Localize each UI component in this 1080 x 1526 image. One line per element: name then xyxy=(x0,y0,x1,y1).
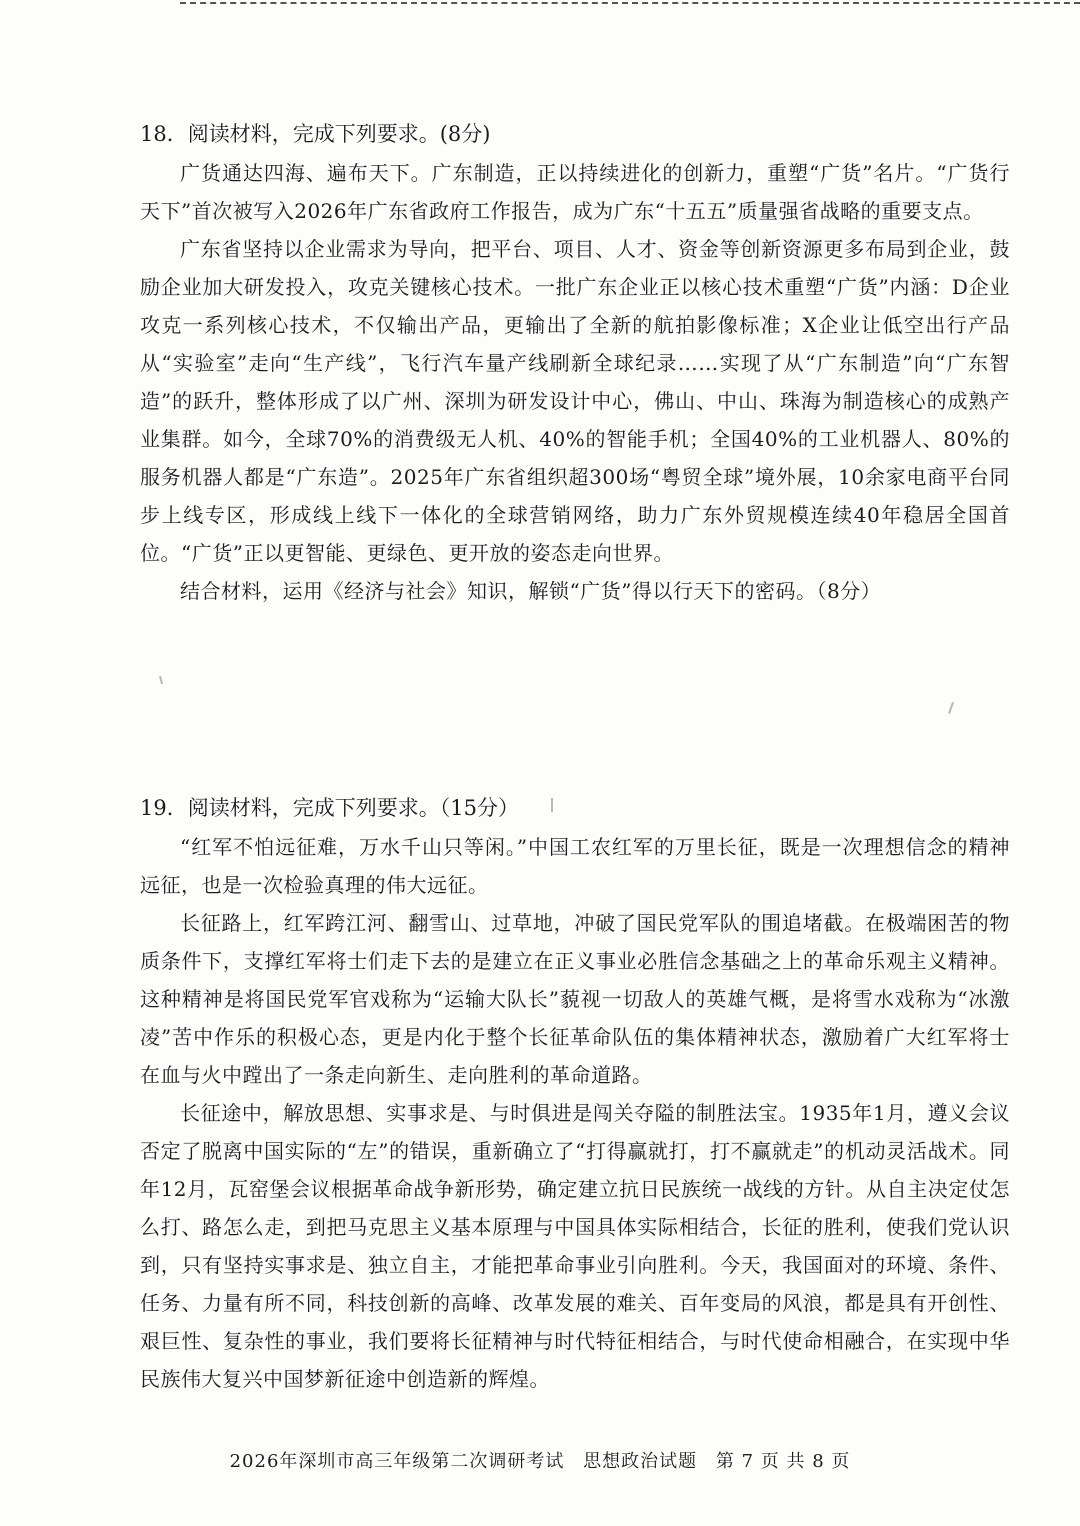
scan-mark xyxy=(159,676,163,684)
question-19-paragraph: 长征路上，红军跨江河、翻雪山、过草地，冲破了国民党军队的围追堵截。在极端困苦的物质条件下，支撑红军将士们走下去的是建立在正义事业必胜信念基础之上的革命乐观主义精神。这种精神是将国民党军官戏称为“运输大队长”藐视一切敌人的英雄气概，是将雪水戏称为“冰激凌”苦中作乐的积极心态，更是内化于整个长征革命队伍的集体精神状态，激励着广大红军将士在血与火中蹚出了一条走向新生、走向胜利的革命道路。 xyxy=(140,911,1010,1087)
question-19-paragraph: “红军不怕远征难，万水千山只等闲。”中国工农红军的万里长征，既是一次理想信念的精神远征，也是一次检验真理的伟大远征。 xyxy=(140,835,1010,897)
scan-mark xyxy=(948,702,954,714)
question-19 xyxy=(140,790,1010,1398)
question-18 xyxy=(140,116,1010,610)
question-18-task: 结合材料，运用《经济与社会》知识，解锁“广货”得以行天下的密码。（8分） xyxy=(180,579,882,603)
footer-page-number: 第 7 页 共 8 页 xyxy=(715,1451,851,1472)
footer-exam-title: 2026年深圳市高三年级第二次调研考试 xyxy=(229,1451,565,1472)
footer-subject: 思想政治试题 xyxy=(583,1451,698,1472)
question-19-paragraph: 长征途中，解放思想、实事求是、与时俱进是闯关夺隘的制胜法宝。1935年1月，遵义会议否定了脱离中国实际的“左”的错误，重新确立了“打得赢就打，打不赢就走”的机动灵活战术。同年12月，瓦窑堡会议根据革命战争新形势，确定建立抗日民族统一战线的方针。从自主决定仗怎么打、路怎么走，到把马克思主义基本原理与中国具体实际相结合，长征的胜利，使我们党认识到，只有坚持实事求是、独立自主，才能把革命事业引向胜利。今天，我国面对的环境、条件、任务、力量有所不同，科技创新的高峰、改革发展的难关、百年变局的风浪，都是具有开创性、艰巨性、复杂性的事业，我们要将长征精神与时代特征相结合，与时代使命相融合，在实现中华民族伟大复兴中国梦新征途中创造新的辉煌。 xyxy=(140,1101,1010,1391)
question-18-paragraph: 广东省坚持以企业需求为导向，把平台、项目、人才、资金等创新资源更多布局到企业，鼓励企业加大研发投入，攻克关键核心技术。一批广东企业正以核心技术重塑“广货”内涵：D企业攻克一系列核心技术，不仅输出产品，更输出了全新的航拍影像标准；X企业让低空出行产品从“实验室”走向“生产线”，飞行汽车量产线刷新全球纪录……实现了从“广东制造”向“广东智造”的跃升，整体形成了以广州、深圳为研发设计中心，佛山、中山、珠海为制造核心的成熟产业集群。如今，全球70%的消费级无人机、40%的智能手机；全国40%的工业机器人、80%的服务机器人都是“广东造”。2025年广东省组织超300场“粤贸全球”境外展，10余家电商平台同步上线专区，形成线上线下一体化的全球营销网络，助力广东外贸规模连续40年稳居全国首位。“广货”正以更智能、更绿色、更开放的姿态走向世界。 xyxy=(140,237,1010,565)
question-18-paragraph: 广货通达四海、遍布天下。广东制造，正以持续进化的创新力，重塑“广货”名片。“广货行天下”首次被写入2026年广东省政府工作报告，成为广东“十五五”质量强省战略的重要支点。 xyxy=(140,161,1010,223)
question-19-heading: 19．阅读材料，完成下列要求。（15分） xyxy=(140,796,519,820)
page-footer xyxy=(0,1450,1080,1474)
top-dashed-rule xyxy=(180,2,1080,4)
question-18-heading: 18．阅读材料，完成下列要求。(8分) xyxy=(140,122,491,146)
